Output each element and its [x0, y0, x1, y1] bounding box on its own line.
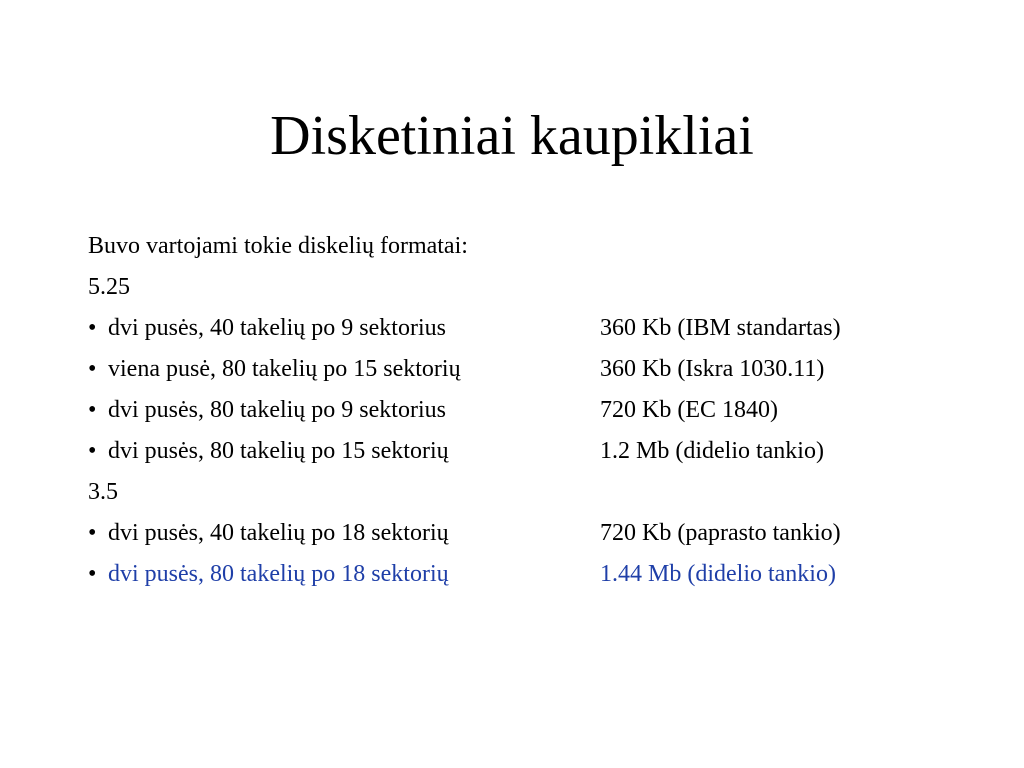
- bullet-icon: •: [88, 315, 97, 341]
- slide-title: Disketiniai kaupikliai: [270, 105, 754, 167]
- format-capacity: 720 Kb (EC 1840): [600, 397, 778, 423]
- section-heading-5-25: 5.25: [88, 274, 130, 300]
- format-capacity: 360 Kb (Iskra 1030.11): [600, 356, 825, 382]
- bullet-icon: •: [88, 520, 97, 546]
- list-item-highlighted: [88, 556, 988, 597]
- list-item: [88, 392, 988, 433]
- format-spec: dvi pusės, 80 takelių po 9 sektorius: [108, 397, 446, 423]
- format-spec: dvi pusės, 80 takelių po 15 sektorių: [108, 438, 449, 464]
- bullet-icon: •: [88, 356, 97, 382]
- section-heading-3-5: 3.5: [88, 479, 118, 505]
- list-item: [88, 433, 988, 474]
- format-capacity: 720 Kb (paprasto tankio): [600, 520, 841, 546]
- list-item: [88, 310, 988, 351]
- format-spec: viena pusė, 80 takelių po 15 sektorių: [108, 356, 461, 382]
- format-capacity: 1.2 Mb (didelio tankio): [600, 438, 824, 464]
- bullet-icon: •: [88, 438, 97, 464]
- bullet-icon: •: [88, 397, 97, 423]
- format-spec: dvi pusės, 40 takelių po 18 sektorių: [108, 520, 449, 546]
- list-item: [88, 515, 988, 556]
- format-capacity: 1.44 Mb (didelio tankio): [600, 561, 836, 587]
- format-spec: dvi pusės, 80 takelių po 18 sektorių: [108, 561, 449, 587]
- format-spec: dvi pusės, 40 takelių po 9 sektorius: [108, 315, 446, 341]
- slide-body: [88, 228, 988, 597]
- list-item: [88, 351, 988, 392]
- bullet-icon: •: [88, 561, 97, 587]
- intro-text: Buvo vartojami tokie diskelių formatai:: [88, 233, 468, 259]
- format-capacity: 360 Kb (IBM standartas): [600, 315, 841, 341]
